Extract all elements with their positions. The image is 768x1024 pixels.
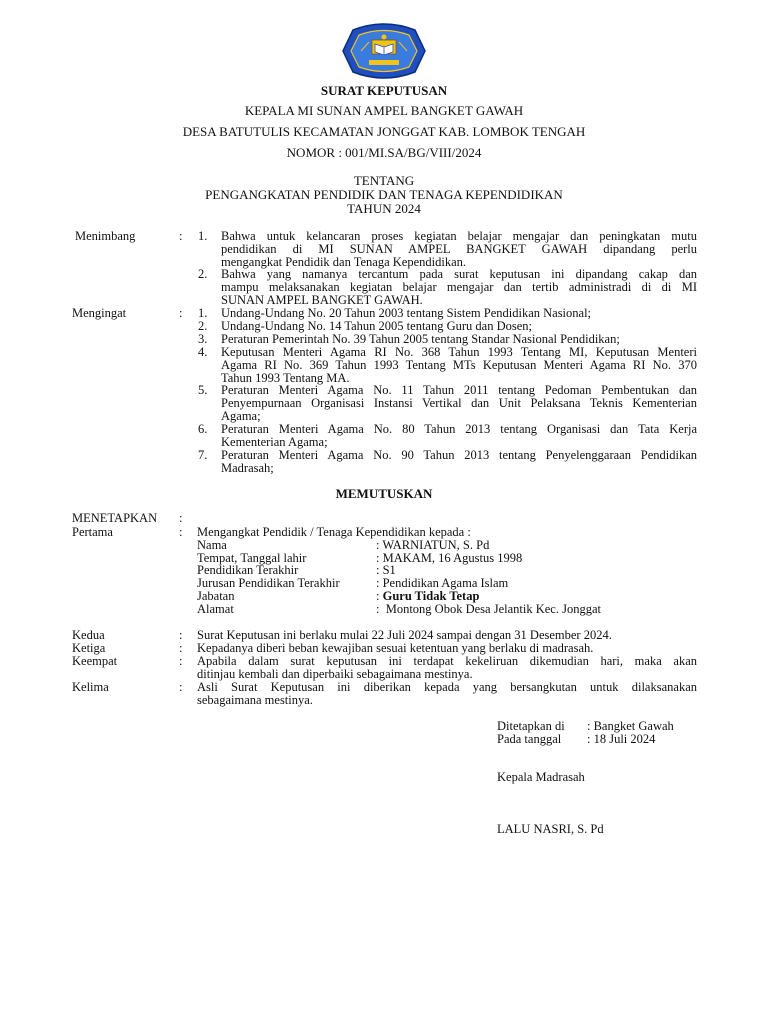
- mengingat-text: Peraturan Menteri Agama No. 90 Tahun 2013 tentang Penyelenggaraan Pendidikan Madrasah;: [221, 448, 697, 475]
- tanggal-value: : 18 Juli 2024: [587, 732, 656, 746]
- mengingat-text: Peraturan Pemerintah No. 39 Tahun 2005 tentang Standar Nasional Pendidikan;: [221, 332, 620, 346]
- field-value: : Guru Tidak Tetap: [376, 589, 480, 603]
- subject-line-1: PENGANGKATAN PENDIDIK DAN TENAGA KEPENDIDIKAN: [205, 187, 563, 202]
- mengingat-text: Peraturan Menteri Agama No. 80 Tahun 2013 tentang Organisasi dan Tata Kerja Kementerian Agama;: [221, 422, 697, 449]
- mengingat-num: 6.: [198, 422, 208, 436]
- mengingat-num: 4.: [198, 345, 208, 359]
- keempat-text: Apabila dalam surat keputusan ini terdapat kekeliruan dikemudian hari, maka akan ditinjau kembali dan diperbaiki sebagaimana mestinya.: [197, 654, 697, 681]
- field-label: Tempat, Tanggal lahir: [197, 551, 307, 565]
- mengingat-text: Undang-Undang No. 20 Tahun 2003 tentang Sistem Pendidikan Nasional;: [221, 306, 592, 320]
- mengingat-num: 1.: [198, 306, 208, 320]
- kedua-text: Surat Keputusan ini berlaku mulai 22 Juli 2024 sampai dengan 31 Desember 2024.: [197, 628, 612, 642]
- ditetapkan-label: Ditetapkan di: [497, 719, 565, 733]
- kelima-label: Kelima: [72, 680, 109, 694]
- mengingat-label: Mengingat: [72, 306, 127, 320]
- document-title: SURAT KEPUTUSAN: [320, 83, 448, 98]
- address-line: DESA BATUTULIS KECAMATAN JONGGAT KAB. LOMBOK TENGAH: [182, 124, 586, 139]
- mengingat-text: Peraturan Menteri Agama No. 11 Tahun 2011 tentang Pedoman Pembentukan dan Penyempurnaan Organisasi Instansi Vertikal dan Unit Pelaksana Teknis Kementerian Agama;: [221, 383, 697, 423]
- field-value: : Montong Obok Desa Jelantik Kec. Jonggat: [376, 602, 601, 616]
- field-value: : S1: [376, 563, 396, 577]
- ketiga-colon: :: [179, 641, 183, 655]
- issuer-line: KEPALA MI SUNAN AMPEL BANGKET GAWAH: [244, 103, 524, 118]
- mengingat-text: Keputusan Menteri Agama RI No. 368 Tahun 1993 Tentang MI, Keputusan Menteri Agama RI No. 369 Tahun 1993 Tentang MTs Keputusan Menteri Agama RI No. 370 Tahun 1993 Tentang MA.: [221, 345, 697, 385]
- school-logo: [339, 22, 429, 80]
- document-number: NOMOR : 001/MI.SA/BG/VIII/2024: [286, 145, 482, 160]
- field-value: : WARNIATUN, S. Pd: [376, 538, 490, 552]
- memutuskan-heading: MEMUTUSKAN: [335, 486, 433, 501]
- menimbang-colon: :: [179, 229, 183, 243]
- field-label: Nama: [197, 538, 227, 552]
- pertama-colon: :: [179, 525, 183, 539]
- field-value: : Pendidikan Agama Islam: [376, 576, 509, 590]
- kedua-label: Kedua: [72, 628, 105, 642]
- menimbang-num: 1.: [198, 229, 208, 243]
- kelima-text: Asli Surat Keputusan ini diberikan kepada yang bersangkutan untuk dilaksanakan sebagaimana mestinya.: [197, 680, 697, 707]
- mengingat-num: 5.: [198, 383, 208, 397]
- mengingat-colon: :: [179, 306, 183, 320]
- field-label: Alamat: [197, 602, 234, 616]
- menimbang-text: Bahwa yang namanya tercantum pada surat keputusan ini dipandang cakap dan mampu melaksanakan kegiatan belajar mengajar dan tertib administradi di di MI SUNAN AMPEL BANGKET GAWAH.: [221, 267, 697, 307]
- mengingat-num: 3.: [198, 332, 208, 346]
- signatory-position: Kepala Madrasah: [497, 770, 585, 784]
- subject-line-2: TAHUN 2024: [347, 201, 421, 216]
- ketiga-label: Ketiga: [72, 641, 106, 655]
- pertama-intro: Mengangkat Pendidik / Tenaga Kependidikan kepada :: [197, 525, 471, 539]
- tanggal-label: Pada tanggal: [497, 732, 562, 746]
- ditetapkan-value: : Bangket Gawah: [587, 719, 674, 733]
- tentang-heading: TENTANG: [353, 173, 415, 188]
- field-value: : MAKAM, 16 Agustus 1998: [376, 551, 523, 565]
- kelima-colon: :: [179, 680, 183, 694]
- menetapkan-colon: :: [179, 511, 183, 525]
- menetapkan-label: MENETAPKAN: [72, 511, 158, 525]
- ketiga-text: Kepadanya diberi beban kewajiban sesuai ketentuan yang berlaku di madrasah.: [197, 641, 594, 655]
- field-label: Pendidikan Terakhir: [197, 563, 299, 577]
- field-label: Jurusan Pendidikan Terakhir: [197, 576, 340, 590]
- keempat-label: Keempat: [72, 654, 118, 668]
- menimbang-label: Menimbang: [75, 229, 136, 243]
- kedua-colon: :: [179, 628, 183, 642]
- pertama-label: Pertama: [72, 525, 113, 539]
- menimbang-num: 2.: [198, 267, 208, 281]
- signatory-name: LALU NASRI, S. Pd: [497, 822, 604, 836]
- menimbang-text: Bahwa untuk kelancaran proses kegiatan belajar mengajar dan peningkatan mutu pendidikan di MI SUNAN AMPEL BANGKET GAWAH dipandang perlu mengangkat Pendidik dan Tenaga Kependidikan.: [221, 229, 697, 269]
- keempat-colon: :: [179, 654, 183, 668]
- field-label: Jabatan: [197, 589, 235, 603]
- mengingat-text: Undang-Undang No. 14 Tahun 2005 tentang Guru dan Dosen;: [221, 319, 532, 333]
- mengingat-num: 7.: [198, 448, 208, 462]
- mengingat-num: 2.: [198, 319, 208, 333]
